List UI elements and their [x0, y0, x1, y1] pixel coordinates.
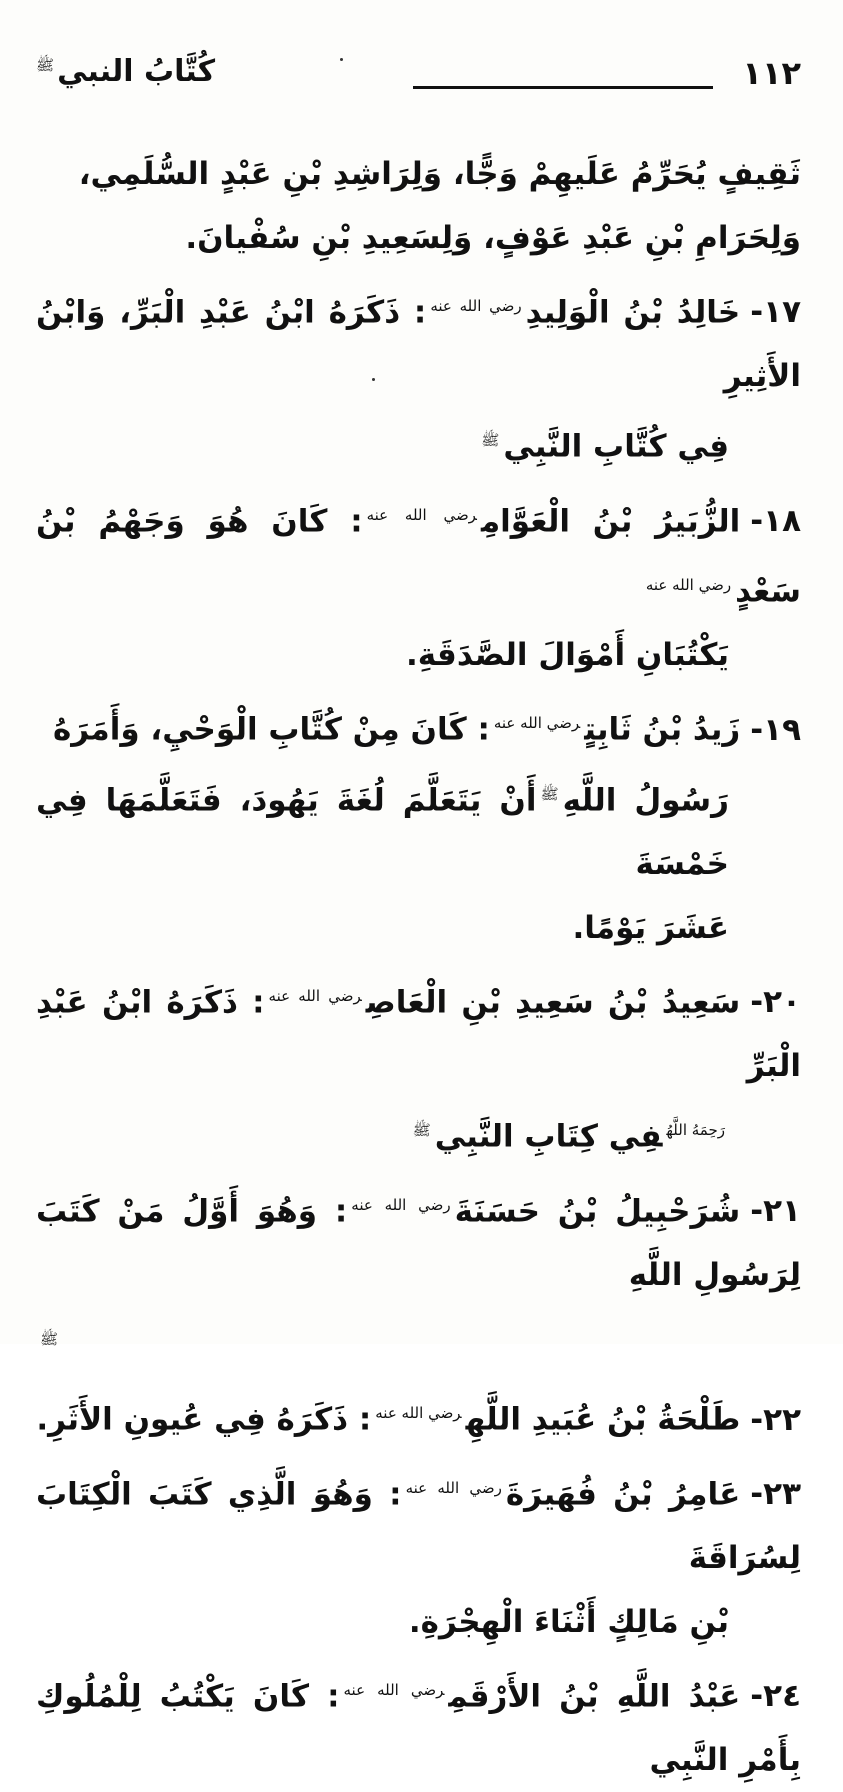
entry-text: : كَانَ يَكْتُبُ لِلْمُلُوكِ بِأَمْرِ النَّبِي [36, 1678, 801, 1779]
entry-name: طَلْحَةُ بْنُ عُبَيدِ اللَّهِ [465, 1401, 741, 1438]
paragraph-continuation [36, 142, 801, 270]
radiallahu-honorific: رضي الله عنه [493, 714, 581, 733]
entry-24 [36, 1658, 801, 1792]
entry-number: ٢٤- [750, 1678, 802, 1715]
entry-name: سَعِيدُ بْنُ سَعِيدِ بْنِ الْعَاصِ [365, 984, 741, 1021]
entry-name: الزُّبَيرُ بْنُ الْعَوَّامِ [480, 502, 741, 539]
radiallahu-honorific: رضي الله عنه [430, 297, 522, 315]
entry-22 [36, 1381, 801, 1451]
entry-19 [36, 691, 801, 960]
entry-text: : ذَكَرَهُ ابْنُ عَبْدِ الْبَرِّ، وَابْنُ الأَثِيرِ [36, 294, 801, 395]
entry-continuation: بْنِ مَالِكٍ أَثْنَاءَ الْهِجْرَةِ. [408, 1603, 729, 1640]
entry-21 [36, 1173, 801, 1378]
entry-text: : ذَكَرَهُ فِي عُيونِ الأَثَرِ. [36, 1401, 372, 1438]
entry-18 [36, 483, 801, 688]
salawat-honorific: ﷺ [412, 1121, 431, 1140]
salawat-honorific: ﷺ [36, 56, 55, 74]
entry-text: فِي كُتَّابِ النَّبِي [503, 428, 729, 465]
running-header [36, 52, 801, 100]
entry-name: خَالِدُ بْنُ الْوَلِيدِ [525, 294, 741, 331]
radiallahu-honorific: رضي الله عنه [343, 1680, 445, 1699]
entry-name: عَامِرُ بْنُ فُهَيرَةَ [505, 1475, 741, 1512]
entry-text: فِي كِتَابِ النَّبِي [434, 1118, 663, 1155]
entry-first-line [36, 1456, 801, 1590]
body-text [36, 142, 801, 1792]
salawat-honorific: ﷺ [540, 784, 559, 803]
entry-number: ١٧- [750, 294, 801, 331]
entry-text: : كَانَ هُوَ وَجَهْمُ بْنُ سَعْدٍ [36, 502, 801, 610]
radiallahu-honorific: رضي الله عنه [351, 1195, 451, 1214]
entry-text: : كَانَ مِنْ كُتَّابِ الْوَحْيِ، وَأَمَرَهُ [52, 711, 490, 748]
entry-20 [36, 964, 801, 1169]
radiallahu-honorific: رضي الله عنه [405, 1478, 502, 1497]
radiallahu-honorific: رضي الله عنه [366, 505, 477, 524]
entry-17 [36, 274, 801, 479]
entry-first-line [36, 483, 801, 624]
entry-text: : وَهُوَ أَوَّلُ مَنْ كَتَبَ لِرَسُولِ اللَّهِ [36, 1192, 801, 1293]
salawat-honorific: ﷺ [40, 1329, 59, 1348]
entry-number: ٢٢- [750, 1401, 801, 1438]
radiallahu-honorific: رضي الله عنه [645, 575, 732, 594]
entry-text: : ذَكَرَهُ ابْنُ عَبْدِ الْبَرِّ [36, 984, 801, 1085]
entry-text: رَسُولُ اللَّهِ [562, 781, 729, 818]
entry-first-line [36, 1173, 801, 1307]
entry-continuation [36, 1307, 801, 1377]
entry-first-line [36, 691, 801, 761]
entry-first-line [36, 274, 801, 408]
entry-continuation: عَشَرَ يَوْمًا. [572, 909, 729, 946]
page-number: ١١٢ [742, 54, 801, 92]
entry-number: ٢١- [750, 1192, 801, 1229]
text-line: ثَقِيفٍ يُحَرِّمُ عَلَيهِمْ وَجًّا، وَلِرَاشِدِ بْنِ عَبْدٍ السُّلَمِي، [78, 156, 801, 192]
entry-number: ١٨- [750, 502, 801, 539]
entry-number: ٢٠- [750, 984, 801, 1021]
salawat-honorific: ﷺ [481, 431, 500, 450]
book-title-text: كُتَّابُ النبي [57, 54, 216, 89]
entry-first-line [36, 964, 801, 1098]
radiallahu-honorific: رضي الله عنه [268, 986, 362, 1005]
entry-23 [36, 1456, 801, 1654]
entry-text: : وَهُوَ الَّذِي كَتَبَ الْكِتَابَ لِسُرَاقَةَ [36, 1475, 801, 1576]
book-title [36, 54, 215, 89]
entry-number: ١٩- [750, 711, 801, 748]
radiallahu-honorific: رضي الله عنه [375, 1404, 462, 1423]
entry-continuation [36, 1098, 801, 1168]
entry-name: شُرَحْبِيلُ بْنُ حَسَنَةَ [454, 1192, 741, 1229]
entry-text: أَنْ يَتَعَلَّمَ لُغَةَ يَهُودَ، فَتَعَلَّمَهَا فِي خَمْسَةَ [36, 781, 729, 882]
entry-continuation: يَكْتُبَانِ أَمْوَالَ الصَّدَقَةِ. [405, 637, 729, 674]
entry-first-line [36, 1658, 801, 1792]
text-line: وَلِحَرَامِ بْنِ عَبْدِ عَوْفٍ، وَلِسَعِيدِ بْنِ سُفْيانَ. [185, 220, 801, 256]
entry-first-line [36, 1381, 801, 1451]
entry-continuation [36, 408, 801, 478]
entry-number: ٢٣- [750, 1475, 801, 1512]
print-speck [340, 58, 343, 61]
header-rule [413, 86, 713, 89]
entry-continuation [36, 762, 801, 896]
entry-name: عَبْدُ اللَّهِ بْنُ الأَرْقَمِ [448, 1678, 741, 1715]
entry-name: زَيدُ بْنُ ثَابِتٍ [584, 711, 741, 748]
rahimahullah-honorific: رَحِمَهُ اللَّهُ [666, 1121, 725, 1140]
